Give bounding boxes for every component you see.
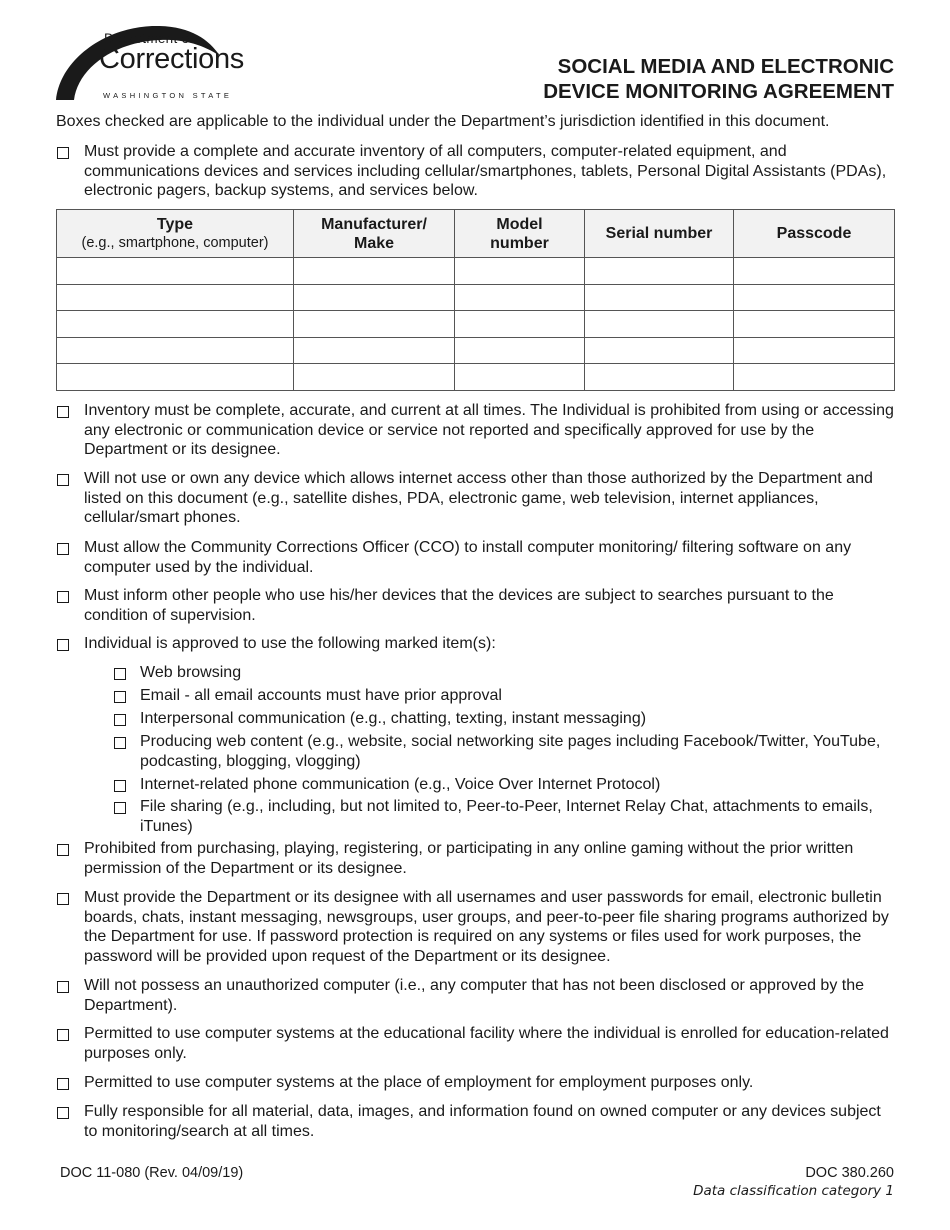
approved-item-text: Producing web content (e.g., website, social networking site pages including Facebook/Twitter, YouTube, podcasting, blogging, vlogging) [140,733,881,770]
approved-item [112,709,892,729]
table-cell[interactable] [455,311,585,338]
logo-department: Department of [104,31,194,46]
table-row [57,311,895,338]
approved-item [112,663,892,683]
checklist-item [56,469,896,528]
checkbox[interactable] [57,406,69,418]
checkbox[interactable] [57,1078,69,1090]
checkbox[interactable] [57,474,69,486]
approved-item-text: File sharing (e.g., including, but not limited to, Peer-to-Peer, Internet Relay Chat, attachments to emails, iTunes) [140,798,873,835]
intro-text: Boxes checked are applicable to the individual under the Department’s jurisdiction identified in this document. [56,113,830,130]
table-row [57,284,895,311]
logo-state: WASHINGTON STATE [103,91,233,100]
item-text: Must allow the Community Corrections Officer (CCO) to install computer monitoring/ filtering software on any computer used by the individual. [84,539,852,576]
approved-item-text: Email - all email accounts must have prior approval [140,687,502,704]
table-cell[interactable] [734,311,895,338]
table-cell[interactable] [455,337,585,364]
approved-item-text: Interpersonal communication (e.g., chatting, texting, instant messaging) [140,710,647,727]
table-cell[interactable] [294,364,455,391]
checkbox[interactable] [57,591,69,603]
table-cell[interactable] [585,364,734,391]
data-classification: Data classification category 1 [693,1183,894,1199]
table-cell[interactable] [57,258,294,285]
checklist-item [56,976,896,1015]
checkbox[interactable] [114,737,126,749]
table-cell[interactable] [734,284,895,311]
header-type-label: Type [156,215,194,233]
approved-item [112,775,892,795]
checkbox[interactable] [57,639,69,651]
header-model [455,210,585,258]
approved-item-text: Internet-related phone communication (e.g., Voice Over Internet Protocol) [140,776,661,793]
table-cell[interactable] [455,364,585,391]
item-text: Will not use or own any device which allows internet access other than those authorized by the Department and listed on this document (e.g., satellite dishes, PDA, electronic game, web television, internet appliances, cellular/smart phones. [84,470,873,527]
checklist-item [56,839,896,878]
item-text: Prohibited from purchasing, playing, registering, or participating in any online gaming without the prior written permission of the Department or its designee. [84,840,854,877]
table-cell[interactable] [585,258,734,285]
policy-number: DOC 380.260 [805,1165,894,1181]
table-cell[interactable] [585,284,734,311]
item-text: Inventory must be complete, accurate, and current at all times. The Individual is prohibited from using or accessing any electronic or communication device or service not reported and specifically approved for use by the Department or its designee. [84,402,894,459]
item-text: Must provide the Department or its designee with all usernames and user passwords for email, electronic bulletin boards, chats, instant messaging, newsgroups, user groups, and peer-to-peer file sharing programs authorized by the Department for use. If password protection is required on any systems or files used for work purposes, the password will be provided upon request of the Department or its designee. [84,889,889,965]
checkbox[interactable] [57,981,69,993]
checklist-item [56,1024,896,1063]
approved-item [112,732,892,771]
approved-item [112,686,892,706]
table-cell[interactable] [294,337,455,364]
item-text: Fully responsible for all material, data, images, and information found on owned computer or any devices subject to monitoring/search at all times. [84,1103,881,1140]
inventory-table [56,209,895,391]
table-cell[interactable] [585,311,734,338]
title-line-2: DEVICE MONITORING AGREEMENT [543,80,894,103]
item-text: Permitted to use computer systems at the educational facility where the individual is enrolled for education-related purposes only. [84,1025,889,1062]
checklist-item [56,538,896,577]
approved-item [112,797,892,836]
item-text: Permitted to use computer systems at the place of employment for employment purposes only. [84,1074,754,1091]
table-cell[interactable] [585,337,734,364]
table-cell[interactable] [57,337,294,364]
document-title [543,54,894,104]
header-passcode: Passcode [734,210,895,258]
header-type [57,210,294,258]
header-manufacturer-label: Manufacturer/ Make [321,215,427,252]
approved-item-text: Web browsing [140,664,242,681]
checkbox[interactable] [114,714,126,726]
checklist-item [56,1102,896,1141]
table-cell[interactable] [455,258,585,285]
table-row [57,258,895,285]
logo-corrections: Corrections [99,43,244,75]
title-line-1: SOCIAL MEDIA AND ELECTRONIC [557,55,894,78]
checkbox[interactable] [57,147,69,159]
table-cell[interactable] [57,284,294,311]
item-text: Will not possess an unauthorized computer (i.e., any computer that has not been disclosed or approved by the Department). [84,977,864,1014]
table-cell[interactable] [57,311,294,338]
checkbox[interactable] [57,543,69,555]
item-text: Must provide a complete and accurate inventory of all computers, computer-related equipment, and communications devices and services including cellular/smartphones, tablets, Personal Digital Assistants (PDAs), electronic pagers, backup systems, and services below. [84,143,887,200]
checkbox[interactable] [114,668,126,680]
checkbox[interactable] [57,1029,69,1041]
table-cell[interactable] [734,337,895,364]
table-row [57,364,895,391]
checklist-item [56,634,896,654]
table-cell[interactable] [455,284,585,311]
checklist-item [56,142,896,201]
header-type-hint: (e.g., smartphone, computer) [81,234,269,251]
checklist-item [56,1073,896,1093]
checkbox[interactable] [57,1107,69,1119]
checkbox[interactable] [114,691,126,703]
checkbox[interactable] [114,802,126,814]
table-cell[interactable] [734,364,895,391]
table-cell[interactable] [734,258,895,285]
item-text: Individual is approved to use the following marked item(s): [84,635,496,652]
table-row [57,337,895,364]
table-header-row [57,210,895,258]
checkbox[interactable] [114,780,126,792]
form-number: DOC 11-080 (Rev. 04/09/19) [60,1165,244,1181]
item-text: Must inform other people who use his/her devices that the devices are subject to searches pursuant to the condition of supervision. [84,587,834,624]
header-serial: Serial number [585,210,734,258]
table-cell[interactable] [57,364,294,391]
checklist-item [56,888,896,966]
checklist-item [56,586,896,625]
checklist-item [56,401,896,460]
table-cell[interactable] [294,284,455,311]
table-cell[interactable] [294,258,455,285]
checkbox[interactable] [57,844,69,856]
table-cell[interactable] [294,311,455,338]
header-manufacturer [294,210,455,258]
checkbox[interactable] [57,893,69,905]
header-model-label: Model number [490,215,549,252]
